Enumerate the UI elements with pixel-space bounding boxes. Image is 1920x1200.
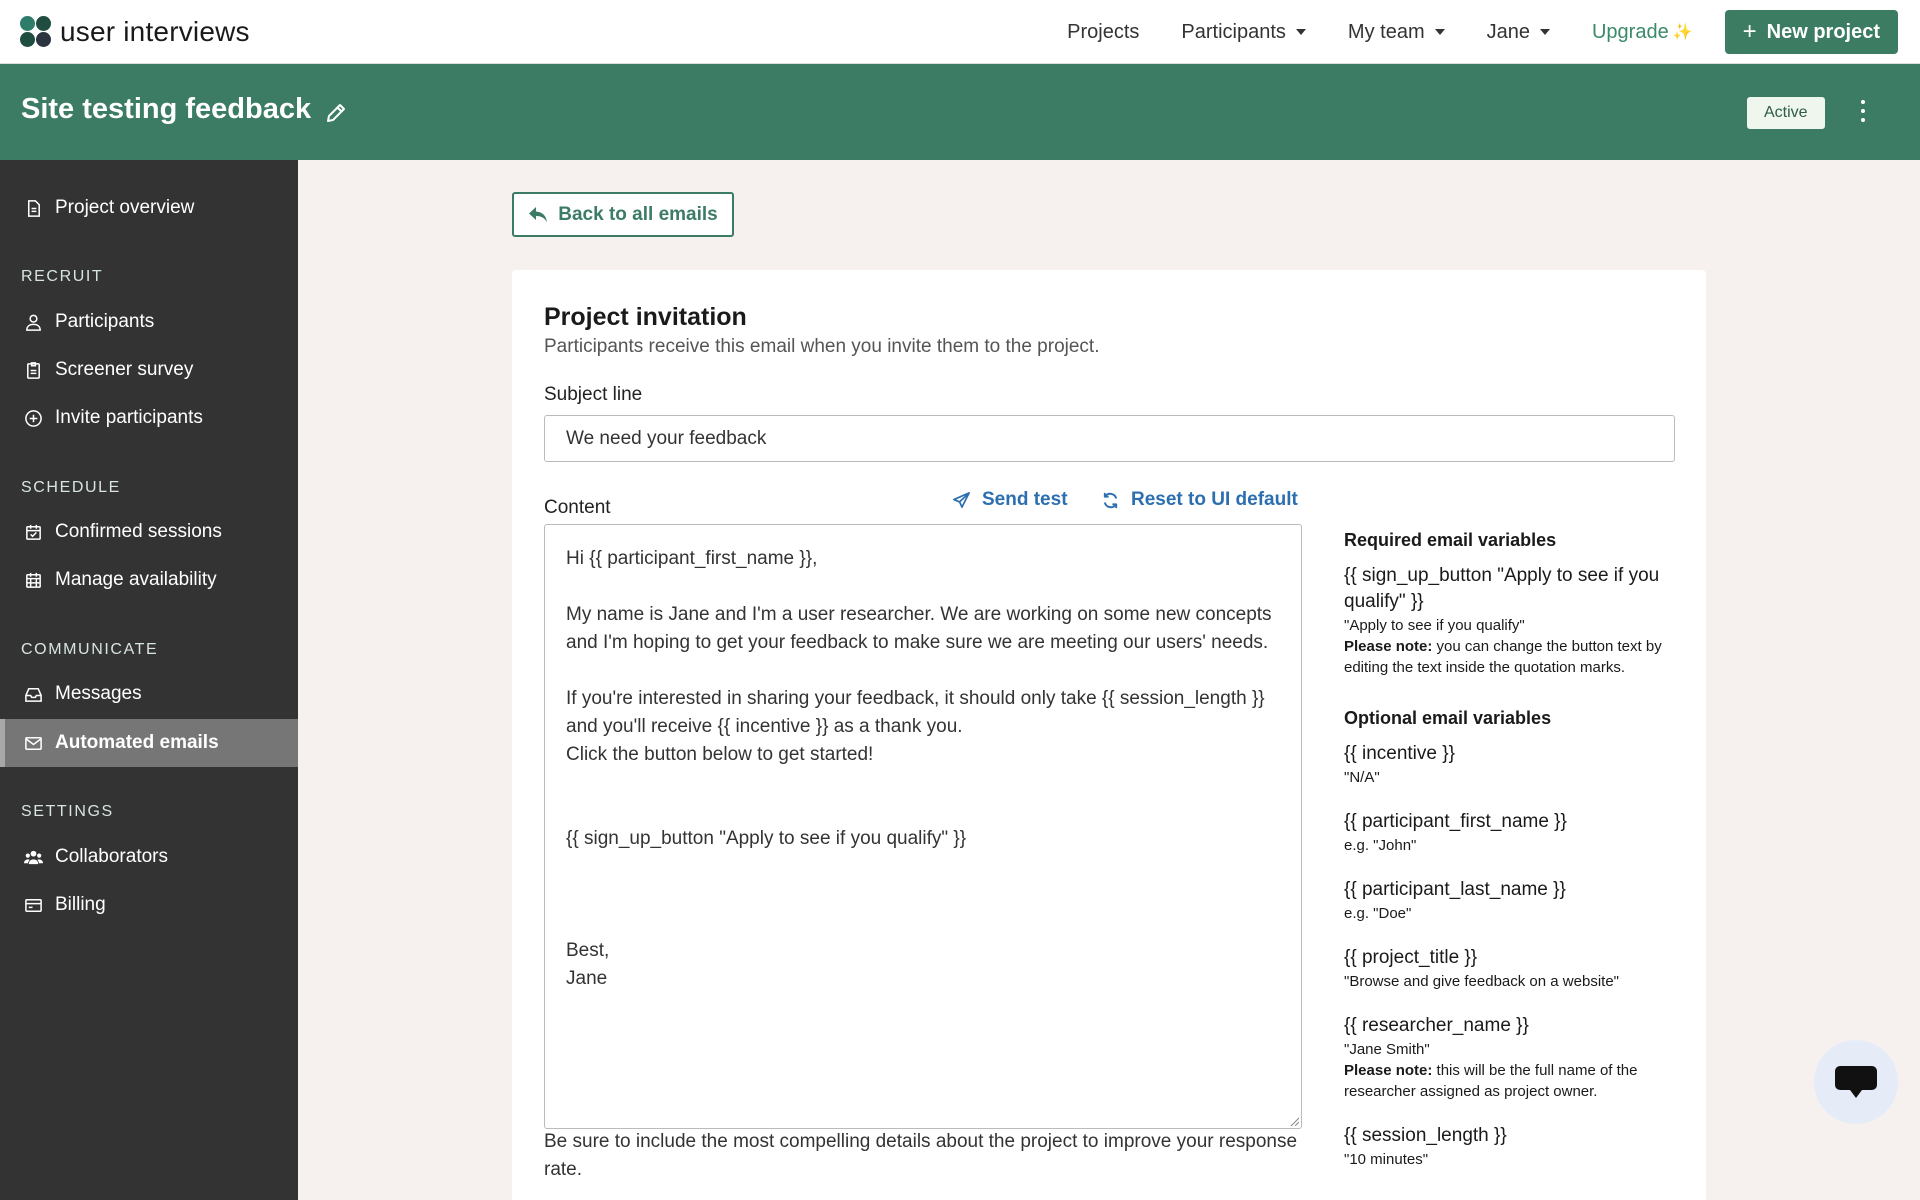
variable-example: "Browse and give feedback on a website" — [1344, 973, 1619, 990]
variable-project-title — [1344, 945, 1684, 992]
nav-my-team[interactable] — [1348, 21, 1445, 44]
email-variables-panel — [1344, 530, 1684, 1191]
users-icon — [24, 848, 43, 867]
email-title: Project invitation — [544, 303, 747, 331]
sidebar-item-project-overview[interactable] — [0, 184, 298, 232]
sidebar-item-label: Screener survey — [55, 359, 194, 380]
sidebar-item-automated-emails[interactable] — [0, 719, 298, 767]
sidebar-item-messages[interactable] — [0, 670, 298, 718]
nav-user-label: Jane — [1486, 20, 1530, 43]
sidebar-item-collaborators[interactable] — [0, 833, 298, 881]
sidebar-item-label: Billing — [55, 894, 106, 915]
document-icon — [24, 199, 43, 218]
variable-participant-first-name — [1344, 809, 1684, 856]
nav-projects[interactable] — [1067, 21, 1139, 44]
plus-icon: + — [1742, 18, 1757, 45]
reset-label: Reset to UI default — [1131, 489, 1298, 510]
person-icon — [24, 313, 43, 332]
variable-name: {{ project_title }} — [1344, 947, 1478, 968]
refresh-icon — [1101, 491, 1120, 510]
variable-note — [1344, 1060, 1684, 1102]
new-project-button[interactable] — [1725, 10, 1898, 54]
nav-upgrade-label: Upgrade — [1591, 20, 1669, 43]
project-title: Site testing feedback — [21, 93, 312, 125]
project-header — [0, 64, 1920, 160]
variable-participant-last-name — [1344, 877, 1684, 924]
note-text: you can change the button text by editing the text inside the quotation marks. — [1344, 638, 1662, 676]
sidebar-item-billing[interactable] — [0, 881, 298, 929]
section-settings: SETTINGS — [21, 803, 114, 820]
nav-upgrade[interactable] — [1592, 21, 1693, 44]
content-actions — [942, 489, 1296, 519]
inbox-icon — [24, 685, 43, 704]
sparkle-icon: ✨ — [1672, 24, 1693, 41]
content-label: Content — [544, 497, 611, 518]
nav-participants-label: Participants — [1181, 20, 1286, 43]
sidebar-item-invite-participants[interactable] — [0, 394, 298, 442]
sidebar — [0, 160, 298, 1200]
sidebar-item-label: Collaborators — [55, 846, 168, 867]
calendar-grid-icon — [24, 571, 43, 590]
resize-grip-icon[interactable] — [1289, 1116, 1299, 1126]
variable-name: {{ researcher_name }} — [1344, 1015, 1529, 1036]
variable-name: {{ participant_last_name }} — [1344, 879, 1566, 900]
sidebar-item-participants[interactable] — [0, 298, 298, 346]
variable-name: {{ incentive }} — [1344, 743, 1455, 764]
variable-session-length — [1344, 1123, 1684, 1170]
nav-user-menu[interactable] — [1487, 21, 1550, 44]
email-description: Participants receive this email when you invite them to the project. — [544, 336, 1100, 357]
back-button-label: Back to all emails — [558, 203, 718, 225]
pencil-icon[interactable] — [324, 101, 348, 125]
email-content-textarea[interactable] — [544, 524, 1302, 1129]
reply-arrow-icon — [528, 206, 548, 224]
logo-icon — [20, 16, 52, 48]
email-editor-card — [512, 270, 1706, 1200]
required-variables-heading: Required email variables — [1344, 530, 1557, 550]
caret-down-icon — [1435, 29, 1445, 35]
subject-line-input[interactable] — [544, 415, 1675, 462]
nav-projects-label: Projects — [1067, 20, 1140, 43]
sidebar-item-screener-survey[interactable] — [0, 346, 298, 394]
plus-circle-icon — [24, 409, 43, 428]
variable-name: {{ participant_first_name }} — [1344, 811, 1567, 832]
reset-to-default-link[interactable] — [1101, 489, 1298, 511]
variable-example: "Apply to see if you qualify" — [1344, 617, 1525, 634]
variable-incentive — [1344, 741, 1684, 788]
send-test-link[interactable] — [952, 489, 1068, 511]
variable-sign-up-button — [1344, 563, 1684, 678]
credit-card-icon — [24, 896, 43, 915]
sidebar-item-confirmed-sessions[interactable] — [0, 508, 298, 556]
section-schedule: SCHEDULE — [21, 479, 121, 496]
nav-my-team-label: My team — [1347, 20, 1425, 43]
sidebar-item-label: Confirmed sessions — [55, 521, 222, 542]
back-to-all-emails-button[interactable] — [512, 192, 734, 237]
variable-note — [1344, 636, 1684, 678]
note-label: Please note: — [1344, 1062, 1433, 1079]
clipboard-icon — [24, 361, 43, 380]
chat-launcher-button[interactable] — [1814, 1040, 1898, 1124]
variable-example: "Jane Smith" — [1344, 1041, 1430, 1058]
section-communicate: COMMUNICATE — [21, 641, 159, 658]
calendar-check-icon — [24, 523, 43, 542]
note-label: Please note: — [1344, 638, 1433, 655]
variable-example: "N/A" — [1344, 769, 1380, 786]
content-helper-text: Be sure to include the most compelling details about the project to improve your response rate. — [544, 1131, 1298, 1180]
nav-participants[interactable] — [1181, 21, 1306, 44]
optional-variables-heading: Optional email variables — [1344, 708, 1552, 728]
section-recruit: RECRUIT — [21, 268, 104, 285]
logo[interactable] — [20, 16, 250, 48]
variable-example: e.g. "Doe" — [1344, 905, 1412, 922]
variable-researcher-name — [1344, 1013, 1684, 1102]
status-badge: Active — [1747, 97, 1825, 129]
email-content-text: Hi {{ participant_first_name }}, My name is Jane and I'm a user researcher. We are working on some new concepts and I'm hoping to get your feedback to make sure we are meeting our users' needs. If you're interested in sharing your feedback, it should only take {{ session_length }} and you'll receive {{ incentive }} as a thank you. Click the button below to get started! {{ sign_up_button "Apply to see if you qualify" }} Best, Jane — [566, 548, 1272, 989]
new-project-label: New project — [1766, 20, 1880, 43]
paper-plane-icon — [952, 491, 971, 510]
sidebar-item-label: Participants — [55, 311, 155, 332]
sidebar-item-label: Invite participants — [55, 407, 203, 428]
caret-down-icon — [1296, 29, 1306, 35]
note-text: this will be the full name of the researcher assigned as project owner. — [1344, 1062, 1638, 1100]
sidebar-item-label: Automated emails — [55, 732, 219, 753]
nav-items — [1025, 10, 1898, 54]
variable-name: {{ session_length }} — [1344, 1125, 1507, 1146]
sidebar-item-label: Project overview — [55, 197, 195, 218]
variable-example: e.g. "John" — [1344, 837, 1417, 854]
top-navigation — [0, 0, 1920, 64]
sidebar-item-manage-availability[interactable] — [0, 556, 298, 604]
sidebar-item-label: Messages — [55, 683, 142, 704]
variable-example: "10 minutes" — [1344, 1151, 1429, 1168]
send-test-label: Send test — [982, 489, 1068, 510]
variable-name: {{ sign_up_button "Apply to see if you qualify" }} — [1344, 565, 1660, 612]
caret-down-icon — [1540, 29, 1550, 35]
chat-icon — [1834, 1064, 1878, 1100]
logo-text: user interviews — [60, 16, 250, 47]
sidebar-item-label: Manage availability — [55, 569, 217, 590]
more-options-icon[interactable] — [1857, 100, 1869, 126]
subject-line-label: Subject line — [544, 384, 643, 405]
envelope-icon — [24, 734, 43, 753]
